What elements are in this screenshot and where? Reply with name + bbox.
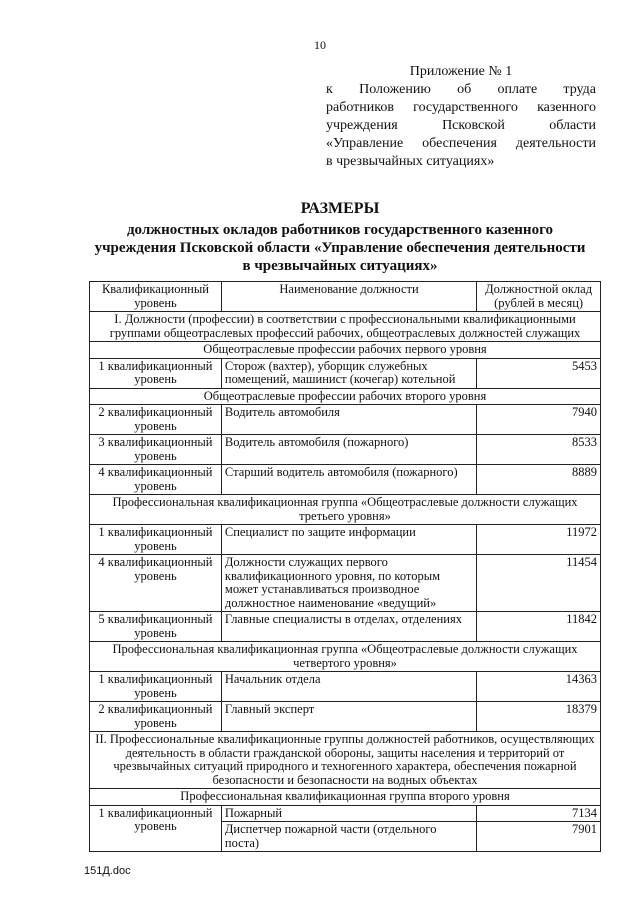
section-row <box>90 732 601 789</box>
footer-filename: 151Д.doc <box>84 865 131 877</box>
header-position: Наименование должности <box>221 282 476 312</box>
salary-amount: 7134 <box>477 805 601 822</box>
title-line: в чрезвычайных ситуациях» <box>242 258 438 274</box>
section-title: Общеотраслевые профессии рабочих второго уровня <box>90 388 601 405</box>
section-row <box>90 495 601 525</box>
title-main: РАЗМЕРЫ <box>300 200 380 217</box>
qualification-level: 5 квалификационный уровень <box>90 612 222 642</box>
table-row <box>90 358 601 388</box>
salary-amount: 18379 <box>477 702 601 732</box>
appendix-line: работников государственного казенного <box>326 100 596 115</box>
position-name: Главные специалисты в отделах, отделениях <box>221 612 476 642</box>
salary-amount: 11842 <box>477 612 601 642</box>
qualification-level: 4 квалификационный уровень <box>90 555 222 612</box>
position-name: Главный эксперт <box>221 702 476 732</box>
table-row <box>90 525 601 555</box>
salary-amount: 7901 <box>477 822 601 852</box>
position-name: Сторож (вахтер), уборщик служебных помещений, машинист (кочегар) котельной <box>221 358 476 388</box>
salary-amount: 14363 <box>477 672 601 702</box>
salary-amount: 5453 <box>477 358 601 388</box>
qualification-level: 4 квалификационный уровень <box>90 465 222 495</box>
title-line: учреждения Псковской области «Управление обеспечения деятельности <box>94 240 586 256</box>
table-header-row <box>90 282 601 312</box>
header-level: Квалификационный уровень <box>90 282 222 312</box>
position-name: Начальник отдела <box>221 672 476 702</box>
qualification-level: 2 квалификационный уровень <box>90 405 222 435</box>
section-row <box>90 342 601 359</box>
table-row <box>90 465 601 495</box>
qualification-level: 1 квалификационный уровень <box>90 358 222 388</box>
section-title: II. Профессиональные квалификационные группы должностей работников, осуществляющих деятельность в области гражданской обороны, защиты населения и территорий от чрезвычайных ситуаций природного и техногенного характера, обеспечения пожарной безопасности и безопасности на водных объектах <box>90 732 601 789</box>
section-title: Профессиональная квалификационная группа «Общеотраслевые должности служащих четвертого уровня» <box>90 642 601 672</box>
appendix-line: в чрезвычайных ситуациях» <box>326 154 495 169</box>
table-row <box>90 435 601 465</box>
section-row <box>90 789 601 806</box>
position-name: Специалист по защите информации <box>221 525 476 555</box>
table-row <box>90 805 601 822</box>
position-name: Пожарный <box>221 805 476 822</box>
qualification-level: 3 квалификационный уровень <box>90 435 222 465</box>
table-row <box>90 405 601 435</box>
salary-table <box>89 281 601 852</box>
appendix-line: учреждения Псковской области <box>326 118 596 133</box>
position-name: Водитель автомобиля (пожарного) <box>221 435 476 465</box>
position-name: Водитель автомобиля <box>221 405 476 435</box>
section-title: Профессиональная квалификационная группа «Общеотраслевые должности служащих третьего уровня» <box>90 495 601 525</box>
appendix-line: к Положению об оплате труда <box>326 82 596 97</box>
qualification-level: 1 квалификационный уровень <box>90 805 222 852</box>
title-line: должностных окладов работников государственного казенного <box>126 222 554 238</box>
appendix-line: «Управление обеспечения деятельности <box>326 136 596 151</box>
section-title: I. Должности (профессии) в соответствии с профессиональными квалификационными группами общеотраслевых профессий рабочих, общеотраслевых должностей служащих <box>90 312 601 342</box>
position-name: Должности служащих первого квалификационного уровня, по которым может устанавливаться производное должностное наименование «ведущий» <box>221 555 476 612</box>
salary-amount: 11972 <box>477 525 601 555</box>
qualification-level: 1 квалификационный уровень <box>90 672 222 702</box>
table-row <box>90 612 601 642</box>
salary-amount: 7940 <box>477 405 601 435</box>
document-title <box>80 200 600 275</box>
salary-amount: 8533 <box>477 435 601 465</box>
qualification-level: 1 квалификационный уровень <box>90 525 222 555</box>
section-row <box>90 312 601 342</box>
section-title: Профессиональная квалификационная группа второго уровня <box>90 789 601 806</box>
section-title: Общеотраслевые профессии рабочих первого уровня <box>90 342 601 359</box>
page-number: 10 <box>314 38 326 52</box>
table-row <box>90 555 601 612</box>
position-name: Старший водитель автомобиля (пожарного) <box>221 465 476 495</box>
table-row <box>90 702 601 732</box>
position-name: Диспетчер пожарной части (отдельного поста) <box>221 822 476 852</box>
section-row <box>90 642 601 672</box>
qualification-level: 2 квалификационный уровень <box>90 702 222 732</box>
table-row <box>90 672 601 702</box>
header-salary: Должностной оклад (рублей в месяц) <box>477 282 601 312</box>
salary-amount: 8889 <box>477 465 601 495</box>
section-row <box>90 388 601 405</box>
appendix-title: Приложение № 1 <box>409 64 513 79</box>
salary-amount: 11454 <box>477 555 601 612</box>
appendix-block <box>326 63 596 171</box>
